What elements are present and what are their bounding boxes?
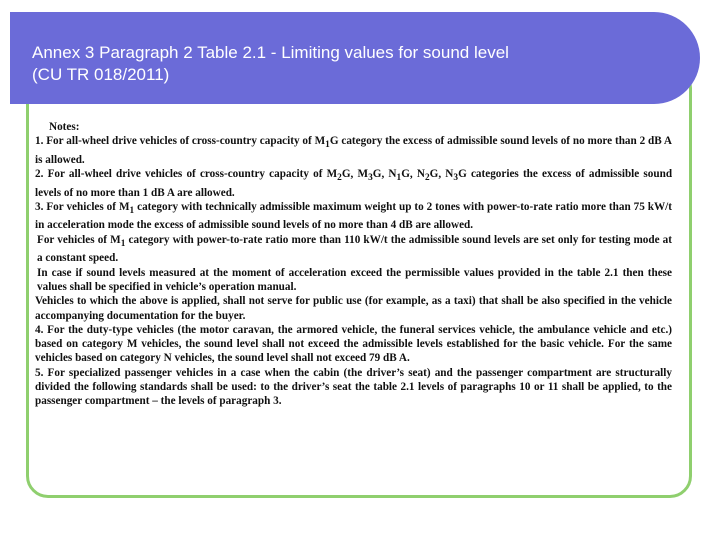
note-3-subscript: 1 [129, 206, 135, 217]
note-3-text-cont: category with technically admissible maximum weight up to 2 tones with power-to-rate ratio more than 75 kW/t in acceleration mode the excess of admissible sound levels of no more than 4 dB are allowed. [35, 200, 673, 232]
note-2 [35, 167, 672, 200]
title-line-1: Annex 3 Paragraph 2 Table 2.1 - Limiting values for sound level [32, 43, 509, 62]
note-3-cont-1-text: For vehicles of M [37, 233, 121, 246]
note-3-cont-2: In case if sound levels measured at the moment of acceleration exceed the permissible values provided in the table 2.1 then these values shall be specified in vehicle’s operation manual. [37, 266, 672, 293]
note-2-sub-1: 2 [337, 173, 342, 184]
notes-text [35, 120, 672, 409]
note-2-text-c: G, N [372, 168, 397, 181]
notes-heading: Notes: [49, 121, 80, 133]
title-underline [30, 107, 646, 110]
notes-image [30, 114, 680, 444]
note-5: 5. For specialized passenger vehicles in a case when the cabin (the driver’s seat) and the passenger compartment are structurally divided the following standards shall be used: to the driver’s seat the table 2.1 levels of paragraphs 10 or 11 shall be applied, to the passenger compartment – the levels of paragraph 3. [35, 366, 672, 408]
page-title [32, 42, 632, 86]
note-3-text: 3. For vehicles of M [35, 200, 130, 213]
note-3-cont-1-text-b: category with power-to-rate ratio more than 110 kW/t the admissible sound levels are set only for testing mode at a constant speed. [37, 233, 672, 265]
title-banner [10, 12, 700, 104]
note-2-text-f: G categories the excess of admissible sound levels of no more than 1 dB A are allowed. [35, 168, 673, 199]
note-4: 4. For the duty-type vehicles (the motor caravan, the armored vehicle, the funeral services vehicle, the ambulance vehicle and etc.) based on category M vehicles, the sound level shall not exceed the admissible levels established for the basic vehicle. For the same vehicles based on category N vehicles, the sound level shall not exceed 79 dB A. [35, 323, 672, 365]
note-2-sub-5: 3 [453, 173, 459, 184]
note-2-sub-3: 1 [396, 173, 402, 184]
note-2-text-e: G, N [429, 168, 454, 181]
note-2-text: 2. For all-wheel drive vehicles of cross-country capacity of M [35, 168, 338, 181]
note-2-text-d: G, N [401, 168, 425, 181]
title-line-2: (CU TR 018/2011) [32, 65, 170, 84]
note-3-cont-1 [35, 233, 672, 266]
note-2-text-b: G, M [341, 168, 369, 181]
note-1 [35, 134, 672, 167]
note-1-subscript: 1 [325, 140, 330, 151]
note-2-sub-2: 3 [368, 173, 373, 184]
note-3-cont-1-subscript: 1 [120, 239, 126, 250]
note-3-cont-3: Vehicles to which the above is applied, shall not serve for public use (for example, as a taxi) that shall be also specified in the vehicle accompanying documentation for the buyer. [35, 295, 672, 322]
note-3 [35, 200, 672, 233]
note-1-text-cont: G category the excess of admissible sound levels of no more than 2 dB A is allowed. [35, 135, 672, 166]
note-1-text: 1. For all-wheel drive vehicles of cross-country capacity of M [35, 135, 326, 148]
note-2-sub-4: 2 [424, 173, 430, 184]
